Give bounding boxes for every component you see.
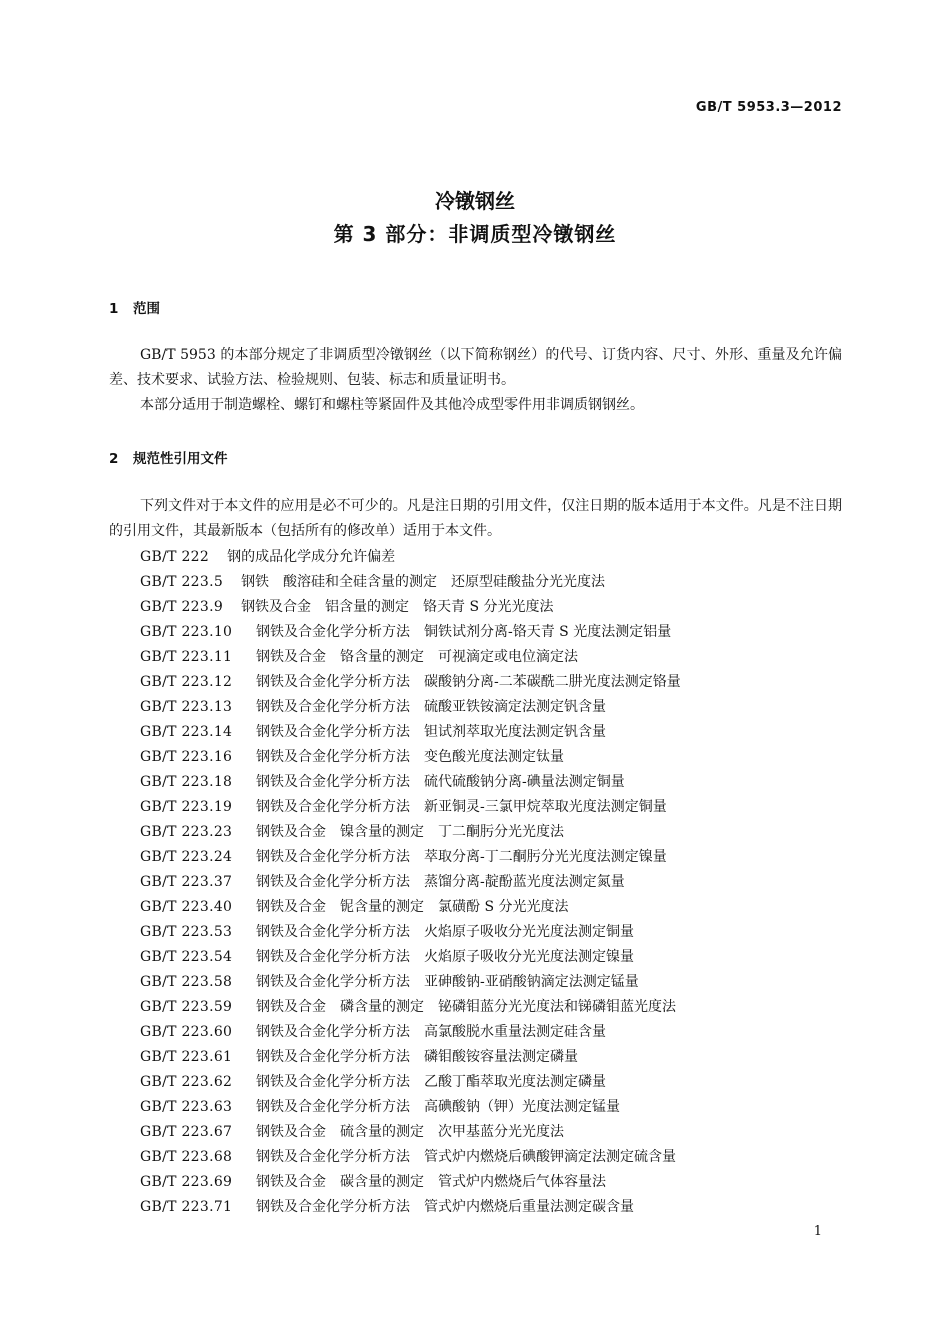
reference-title: 钢铁及合金 磷含量的测定 铋磷钼蓝分光光度法和锑磷钼蓝光度法 [256, 999, 676, 1015]
reference-title: 钢铁及合金化学分析方法 蒸馏分离-靛酚蓝光度法测定氮量 [256, 874, 625, 890]
reference-code: GB/T 223.13 [140, 699, 233, 715]
reference-item [140, 1070, 681, 1095]
reference-item [140, 1120, 681, 1145]
reference-item [140, 1170, 681, 1195]
reference-title: 钢铁及合金化学分析方法 萃取分离-丁二酮肟分光光度法测定镍量 [256, 849, 667, 865]
reference-code: GB/T 223.67 [140, 1124, 233, 1140]
reference-title: 钢铁及合金化学分析方法 新亚铜灵-三氯甲烷萃取光度法测定铜量 [256, 799, 667, 815]
reference-code: GB/T 223.9 [140, 599, 224, 615]
reference-item [140, 545, 681, 570]
page-number: 1 [813, 1224, 822, 1239]
section-number: 2 [109, 451, 119, 467]
reference-code: GB/T 223.71 [140, 1199, 233, 1215]
reference-item [140, 920, 681, 945]
document-title: 冷镦钢丝 [435, 189, 515, 213]
section-heading-scope [109, 297, 160, 317]
reference-item [140, 1145, 681, 1170]
reference-code: GB/T 223.12 [140, 674, 233, 690]
reference-title: 钢铁及合金化学分析方法 硫代硫酸钠分离-碘量法测定铜量 [256, 774, 625, 790]
reference-title: 钢铁及合金化学分析方法 磷钼酸铵容量法测定磷量 [256, 1049, 578, 1065]
document-subtitle: 第 3 部分：非调质型冷镦钢丝 [333, 222, 617, 246]
reference-code: GB/T 223.23 [140, 824, 233, 840]
reference-item [140, 995, 681, 1020]
reference-code: GB/T 223.14 [140, 724, 233, 740]
reference-title: 钢铁及合金化学分析方法 火焰原子吸收分光光度法测定铜量 [256, 924, 634, 940]
reference-code: GB/T 223.69 [140, 1174, 233, 1190]
reference-title: 钢铁及合金 铌含量的测定 氯磺酚 S 分光光度法 [256, 899, 569, 915]
reference-code: GB/T 223.37 [140, 874, 233, 890]
reference-code: GB/T 223.19 [140, 799, 233, 815]
reference-code: GB/T 222 [140, 549, 210, 565]
reference-title: 钢铁及合金化学分析方法 硫酸亚铁铵滴定法测定钒含量 [256, 699, 606, 715]
reference-item [140, 1095, 681, 1120]
section-title: 规范性引用文件 [133, 451, 228, 467]
reference-title: 钢铁及合金化学分析方法 乙酸丁酯萃取光度法测定磷量 [256, 1074, 606, 1090]
reference-item [140, 945, 681, 970]
reference-title: 钢铁 酸溶硅和全硅含量的测定 还原型硅酸盐分光光度法 [241, 574, 606, 590]
reference-title: 钢铁及合金化学分析方法 高氯酸脱水重量法测定硅含量 [256, 1024, 606, 1040]
reference-title: 钢铁及合金化学分析方法 高碘酸钠（钾）光度法测定锰量 [256, 1099, 620, 1115]
reference-title: 钢铁及合金化学分析方法 钽试剂萃取光度法测定钒含量 [256, 724, 606, 740]
reference-title: 钢铁及合金 铬含量的测定 可视滴定或电位滴定法 [256, 649, 578, 665]
reference-code: GB/T 223.11 [140, 649, 233, 665]
reference-item [140, 1195, 681, 1220]
reference-title: 钢铁及合金化学分析方法 管式炉内燃烧后碘酸钾滴定法测定硫含量 [256, 1149, 676, 1165]
reference-item [140, 745, 681, 770]
reference-item [140, 895, 681, 920]
reference-list [140, 545, 681, 1220]
reference-code: GB/T 223.18 [140, 774, 233, 790]
reference-code: GB/T 223.40 [140, 899, 233, 915]
section-number: 1 [109, 301, 119, 317]
reference-code: GB/T 223.58 [140, 974, 233, 990]
reference-item [140, 620, 681, 645]
reference-title: 钢铁及合金化学分析方法 变色酸光度法测定钛量 [256, 749, 564, 765]
reference-item [140, 845, 681, 870]
reference-item [140, 720, 681, 745]
reference-code: GB/T 223.5 [140, 574, 224, 590]
reference-item [140, 645, 681, 670]
section-heading-normative-references [109, 447, 228, 467]
reference-item [140, 795, 681, 820]
reference-title: 钢铁及合金 镍含量的测定 丁二酮肟分光光度法 [256, 824, 564, 840]
reference-item [140, 595, 681, 620]
reference-code: GB/T 223.10 [140, 624, 233, 640]
reference-code: GB/T 223.16 [140, 749, 233, 765]
reference-code: GB/T 223.60 [140, 1024, 233, 1040]
reference-item [140, 870, 681, 895]
reference-title: 钢铁及合金化学分析方法 铜铁试剂分离-铬天青 S 光度法测定铝量 [256, 624, 672, 640]
reference-code: GB/T 223.62 [140, 1074, 233, 1090]
standard-code: GB/T 5953.3—2012 [695, 100, 842, 115]
reference-item [140, 1045, 681, 1070]
reference-code: GB/T 223.59 [140, 999, 233, 1015]
reference-item [140, 1020, 681, 1045]
references-intro-paragraph: 下列文件对于本文件的应用是必不可少的。凡是注日期的引用文件，仅注日期的版本适用于本文件。凡是不注日期的引用文件，其最新版本（包括所有的修改单）适用于本文件。 [109, 498, 842, 539]
reference-title: 钢铁及合金 碳含量的测定 管式炉内燃烧后气体容量法 [256, 1174, 606, 1190]
reference-item [140, 770, 681, 795]
scope-paragraph-1: GB/T 5953 的本部分规定了非调质型冷镦钢丝（以下简称钢丝）的代号、订货内容、尺寸、外形、重量及允许偏差、技术要求、试验方法、检验规则、包装、标志和质量证明书。 [109, 347, 842, 388]
reference-title: 钢铁及合金化学分析方法 火焰原子吸收分光光度法测定镍量 [256, 949, 634, 965]
reference-code: GB/T 223.68 [140, 1149, 233, 1165]
reference-title: 钢铁及合金化学分析方法 亚砷酸钠-亚硝酸钠滴定法测定锰量 [256, 974, 639, 990]
reference-code: GB/T 223.24 [140, 849, 233, 865]
reference-code: GB/T 223.61 [140, 1049, 233, 1065]
reference-title: 钢铁及合金化学分析方法 管式炉内燃烧后重量法测定碳含量 [256, 1199, 634, 1215]
reference-item [140, 695, 681, 720]
scope-paragraph-2: 本部分适用于制造螺栓、螺钉和螺柱等紧固件及其他冷成型零件用非调质钢钢丝。 [140, 397, 644, 413]
reference-item [140, 670, 681, 695]
reference-item [140, 820, 681, 845]
reference-title: 钢铁及合金 硫含量的测定 次甲基蓝分光光度法 [256, 1124, 564, 1140]
reference-code: GB/T 223.63 [140, 1099, 233, 1115]
reference-code: GB/T 223.53 [140, 924, 233, 940]
reference-item [140, 570, 681, 595]
reference-code: GB/T 223.54 [140, 949, 233, 965]
reference-item [140, 970, 681, 995]
reference-title: 钢铁及合金化学分析方法 碳酸钠分离-二苯碳酰二肼光度法测定铬量 [256, 674, 681, 690]
section-title: 范围 [133, 301, 160, 317]
reference-title: 钢铁及合金 铝含量的测定 铬天青 S 分光光度法 [241, 599, 554, 615]
reference-title: 钢的成品化学成分允许偏差 [227, 549, 396, 565]
